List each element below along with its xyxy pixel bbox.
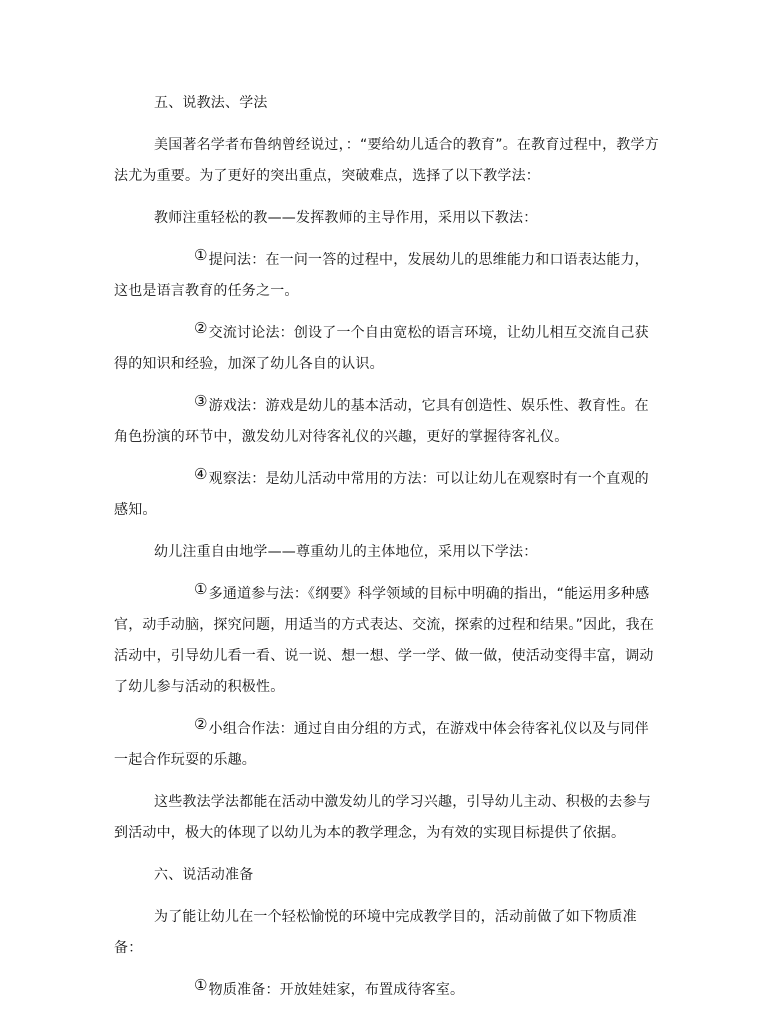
paragraph-summary: 这些教法学法都能在活动中激发幼儿的学习兴趣，引导幼儿主动、积极的去参与到活动中，极大的体现了以幼儿为本的教学理念，为有效的实现目标提供了依据。 — [114, 794, 651, 841]
teaching-method-item — [114, 464, 659, 526]
learning-method-item — [114, 579, 659, 703]
item-text: 观察法：是幼儿活动中常用的方法：可以让幼儿在观察时有一个直观的感知。 — [114, 471, 649, 518]
item-marker: ② — [194, 715, 208, 733]
paragraph-bruner-quote: 美国著名学者布鲁纳曾经说过，：“要给幼儿适合的教育”。在教育过程中，教学方法尤为重要。为了更好的突出重点，突破难点，选择了以下教学法： — [114, 137, 659, 184]
preparation-item — [114, 975, 659, 1006]
teaching-method-item — [114, 391, 659, 453]
item-text: 提问法：在一问一答的过程中，发展幼儿的思维能力和口语表达能力，这也是语言教育的任务之一。 — [114, 252, 649, 299]
item-marker: ④ — [194, 465, 208, 483]
item-text: 交流讨论法：创设了一个自由宽松的语言环境，让幼儿相互交流自己获得的知识和经验，加深了幼儿各自的认识。 — [114, 325, 649, 372]
paragraph-preparation-intro: 为了能让幼儿在一个轻松愉悦的环境中完成教学目的，活动前做了如下物质准备： — [114, 909, 637, 956]
item-text: 物质准备：开放娃娃家，布置成待客室。 — [208, 982, 465, 998]
item-text: 小组合作法：通过自由分组的方式，在游戏中体会待客礼仪以及与同伴一起合作玩耍的乐趣。 — [114, 721, 649, 768]
item-text: 游戏法：游戏是幼儿的基本活动，它具有创造性、娱乐性、教育性。在角色扮演的环节中，激发幼儿对待客礼仪的兴趣，更好的掌握待客礼仪。 — [114, 398, 649, 445]
item-marker: ③ — [194, 392, 208, 410]
item-marker: ① — [194, 976, 208, 994]
item-marker: ① — [194, 580, 208, 598]
teaching-method-item — [114, 318, 659, 380]
item-marker: ② — [194, 319, 208, 337]
teaching-method-item — [114, 245, 659, 307]
section-heading-teaching-methods: 五、说教法、学法 — [154, 95, 268, 111]
paragraph-teacher-methods-lead: 教师注重轻松的教——发挥教师的主导作用，采用以下教法： — [154, 210, 538, 226]
item-marker: ① — [194, 246, 208, 264]
section-heading-activity-preparation: 六、说活动准备 — [154, 867, 254, 883]
paragraph-child-methods-lead: 幼儿注重自由地学——尊重幼儿的主体地位，采用以下学法： — [154, 544, 538, 560]
document-body — [114, 88, 659, 1017]
learning-method-item — [114, 714, 659, 776]
item-text: 多通道参与法：《纲要》科学领域的目标中明确的指出，“能运用多种感官，动手动脑，探究问题，用适当的方式表达、交流，探索的过程和结果。”因此，我在活动中，引导幼儿看一看、说一说、想一想、学一学、做一做，使活动变得丰富，调动了幼儿参与活动的积极性。 — [114, 586, 655, 695]
